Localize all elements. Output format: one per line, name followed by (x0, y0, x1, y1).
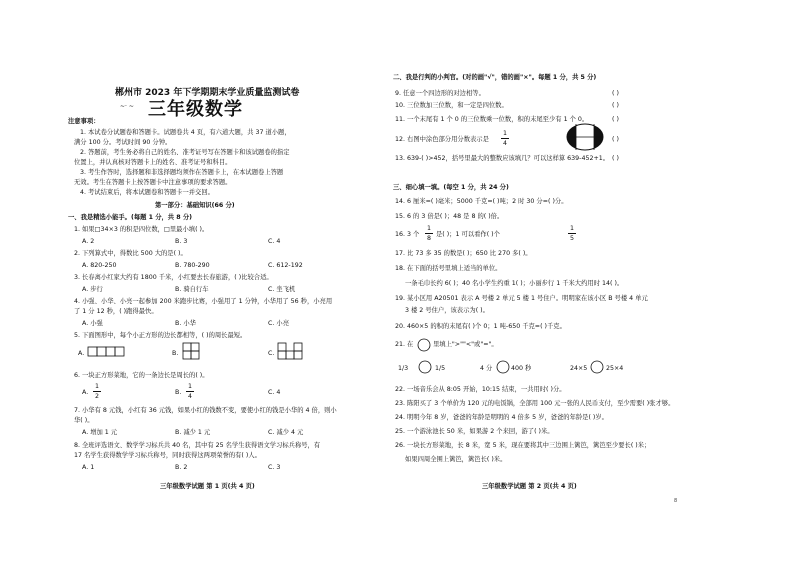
option: B. 小华 (175, 320, 196, 327)
question-3: 3. 长春离小红家大约有 1800 千米，小红要去长春旅游，( )比较合适。 (74, 274, 273, 281)
question-21: 21. 在 (395, 341, 414, 348)
option: C. 坐飞机 (268, 286, 296, 293)
compare-circle (496, 360, 510, 374)
option: C. (268, 350, 275, 357)
part-heading: 第一部分：基础知识(66 分) (155, 202, 235, 209)
question-5: 5. 下面图形中，每个小正方形的边长都相等，( )的周长最短。 (74, 332, 247, 339)
compare-circle (417, 338, 431, 352)
shape-b-figure (182, 342, 202, 362)
shape-a-figure (88, 345, 128, 359)
question-19: 19. 某小区用 A20501 表示 A 号楼 2 单元 5 楼 1 号住户。明明家在该小区 B 号楼 4 单元 (395, 295, 648, 302)
question-22: 22. 一场音乐会从 8:05 开始，10:15 结束，一共用时( )分。 (395, 386, 566, 393)
question-19-cont: 3 楼 2 号住户，该表示为( )。 (405, 307, 489, 314)
option: A. 1 (82, 464, 95, 471)
question-17: 17. 比 73 多 35 的数是( )；650 比 270 多( )。 (395, 250, 532, 257)
question-15: 15. 6 的 3 倍是( )；48 是 8 的( )倍。 (395, 213, 504, 220)
section-heading: 二、我是行判的小判官。(对的画"√"，错的画"×"。每题 1 分，共 5 分) (393, 74, 597, 81)
question-24: 24. 明明今年 8 岁，爸爸的年龄是明明的 4 倍多 5 岁，爸爸的年龄是( )岁。 (395, 414, 608, 421)
answer-paren: ( ) (612, 102, 619, 109)
note-line: 3. 考生作答时，选择题和非选择题均须作在答题卡上，在本试题卷上答题 (80, 169, 284, 176)
question-13: 13. 639-( )>452，括号里最大的整数应该填几？可以这样算 639-452+1。 (395, 155, 610, 162)
question-16: 16. 3 个 (395, 231, 420, 238)
answer-paren: ( ) (612, 90, 619, 97)
question-9: 9. 任意一个四边形的对边相等。 (395, 90, 485, 97)
option: A. 820-250 (82, 262, 117, 269)
fraction-numerator: 1 (502, 130, 507, 137)
question-10: 10. 三位数加三位数，和一定是四位数。 (395, 102, 508, 109)
fraction-numerator: 1 (569, 225, 574, 232)
option: B. (175, 389, 182, 396)
question-11: 11. 一个末尾有 1 个 0 的三位数乘一位数，积的末尾至少有 1 个 0。 (395, 116, 589, 123)
compare-right: 400 秒 (511, 365, 532, 372)
subject-title: 三年级数学 (148, 99, 243, 120)
note-line: 位置上，并认真核对答题卡上的姓名、准考证号和科目。 (74, 159, 232, 166)
fraction-denominator: 8 (426, 235, 431, 242)
option: B. 2 (175, 464, 188, 471)
question-18-cont: 一条毛巾长约 6( )；40 名小学生约重 1( )；小丽步行 1 千米大约用时 14( )。 (405, 280, 624, 287)
option: B. 3 (175, 238, 188, 245)
page-footer: 三年级数学试题 第 1 页(共 4 页) (160, 483, 255, 490)
option: A. 步行 (82, 286, 103, 293)
question-16-cont: 是( )；1 可以看作( )个 (436, 231, 500, 238)
option: C. 小亮 (268, 320, 289, 327)
compare-left: 4 分 (480, 365, 493, 372)
question-21-cont: 里填上">""<"或"="。 (433, 341, 498, 348)
compare-left: 24×5 (570, 365, 588, 372)
shape-c-figure (277, 342, 305, 362)
question-1: 1. 如果□34×3 的积是四位数，□里最小填( )。 (74, 226, 209, 233)
question-25: 25. 一个游泳池长 50 米，如果游 2 个来回，游了( )米。 (395, 428, 554, 435)
shaded-ellipse-figure (565, 122, 605, 152)
question-14: 14. 6 厘米=( )毫米；5000 千克=( )吨；2 时 30 分=( )分。 (395, 198, 568, 205)
question-7: 7. 小华有 8 元钱，小红有 36 元钱，如果小红的钱数不变，要使小红的钱是小华的 4 倍，则小 (74, 407, 337, 414)
note-line: 无效。考生在答题卡上按答题卡中注意事项的要求答题。 (74, 179, 232, 186)
question-23: 23. 陈阳买了 3 个单价为 120 元的电饭锅，全部用 100 元一张的人民币支付，至少需要( )张才够。 (395, 400, 675, 407)
section-heading: 一、我是精选小能手。(每题 1 分，共 8 分) (68, 214, 193, 221)
option: C. 4 (268, 389, 281, 396)
option: C. 3 (268, 464, 281, 471)
question-18: 18. 在下面的括号里填上适当的单位。 (395, 265, 502, 272)
exam-title: 郴州市 2023 年下学期期末学业质量监测试卷 (115, 88, 300, 98)
question-4: 4. 小强、小华、小亮一起参加 200 米跑步比赛，小强用了 1 分钟，小华用了 56 秒，小亮用 (74, 298, 333, 305)
fraction-denominator: 5 (569, 235, 574, 242)
corner-mark: 8 (674, 498, 678, 504)
compare-circle (418, 360, 432, 374)
option: C. 4 (268, 238, 281, 245)
note-line: 满分 100 分。考试时间 90 分钟。 (74, 139, 172, 146)
option: B. (172, 350, 179, 357)
fraction-numerator: 1 (426, 225, 431, 232)
fraction-denominator: 4 (502, 140, 507, 147)
answer-paren: ( ) (612, 116, 619, 123)
question-6: 6. 一块正方形菜地，它的一条边长是周长的( )。 (74, 372, 209, 379)
option: B. 780-290 (175, 262, 210, 269)
compare-left: 1/3 (398, 365, 409, 372)
section-heading: 三、细心填一填。(每空 1 分，共 24 分) (393, 184, 509, 191)
option: A. 小强 (82, 320, 103, 327)
option: B. 骑自行车 (175, 286, 209, 293)
note-line: 4. 考试结束后，将本试题卷和答题卡一并交回。 (80, 189, 214, 196)
answer-paren: ( ) (612, 155, 619, 162)
question-4-cont: 了 1 分 12 秒，( )跑得最快。 (74, 308, 158, 315)
option: A. (78, 350, 85, 357)
question-20: 20. 460×5 的积的末尾有( )个 0；1 吨-650 千克=( )千克。 (395, 323, 566, 330)
question-7-cont: 华( )。 (74, 417, 94, 424)
page-footer: 三年级数学试题 第 2 页(共 4 页) (482, 483, 577, 490)
fraction-numerator: 1 (94, 383, 99, 390)
question-8: 8. 全班评选语文、数学学习标兵共 40 名，其中有 25 名学生获得语文学习标兵称号，有 (74, 442, 321, 449)
compare-right: 25×4 (606, 365, 624, 372)
compare-right: 1/5 (435, 365, 446, 372)
option: A. (82, 389, 89, 396)
fraction-denominator: 4 (187, 393, 192, 400)
option: B. 减少 1 元 (175, 429, 211, 436)
option: A. 2 (82, 238, 95, 245)
binding-mark: ~· ~ (120, 103, 134, 110)
option: C. 612-192 (268, 262, 303, 269)
question-8-cont: 17 名学生获得数学学习标兵称号，同时获得这两项荣誉的有( )人。 (74, 452, 261, 459)
compare-circle (590, 360, 604, 374)
option: C. 减少 4 元 (268, 429, 304, 436)
note-line: 2. 答题前，考生务必将自己的姓名、准考证号写在答题卡和该试题卷的指定 (80, 149, 290, 156)
question-12: 12. 右图中涂色部分用分数表示是 (395, 136, 489, 143)
notes-heading: 注意事项： (68, 118, 100, 125)
fraction-denominator: 2 (94, 393, 99, 400)
note-line: 1. 本试卷分试题卷和答题卡。试题卷共 4 页，有六道大题，共 37 道小题， (80, 129, 291, 136)
question-26: 26. 一块长方形菜地，长 8 米，宽 5 米，现在要将其中三边围上篱笆，篱笆至少要长( )米； (395, 442, 651, 449)
question-26-cont: 如果四周全围上篱笆，篱笆长( )米。 (405, 456, 507, 463)
question-2: 2. 下列算式中，得数比 500 大的是( )。 (74, 250, 187, 257)
fraction-numerator: 1 (187, 383, 192, 390)
option: A. 增加 1 元 (82, 429, 118, 436)
answer-paren: ( ) (612, 136, 619, 143)
